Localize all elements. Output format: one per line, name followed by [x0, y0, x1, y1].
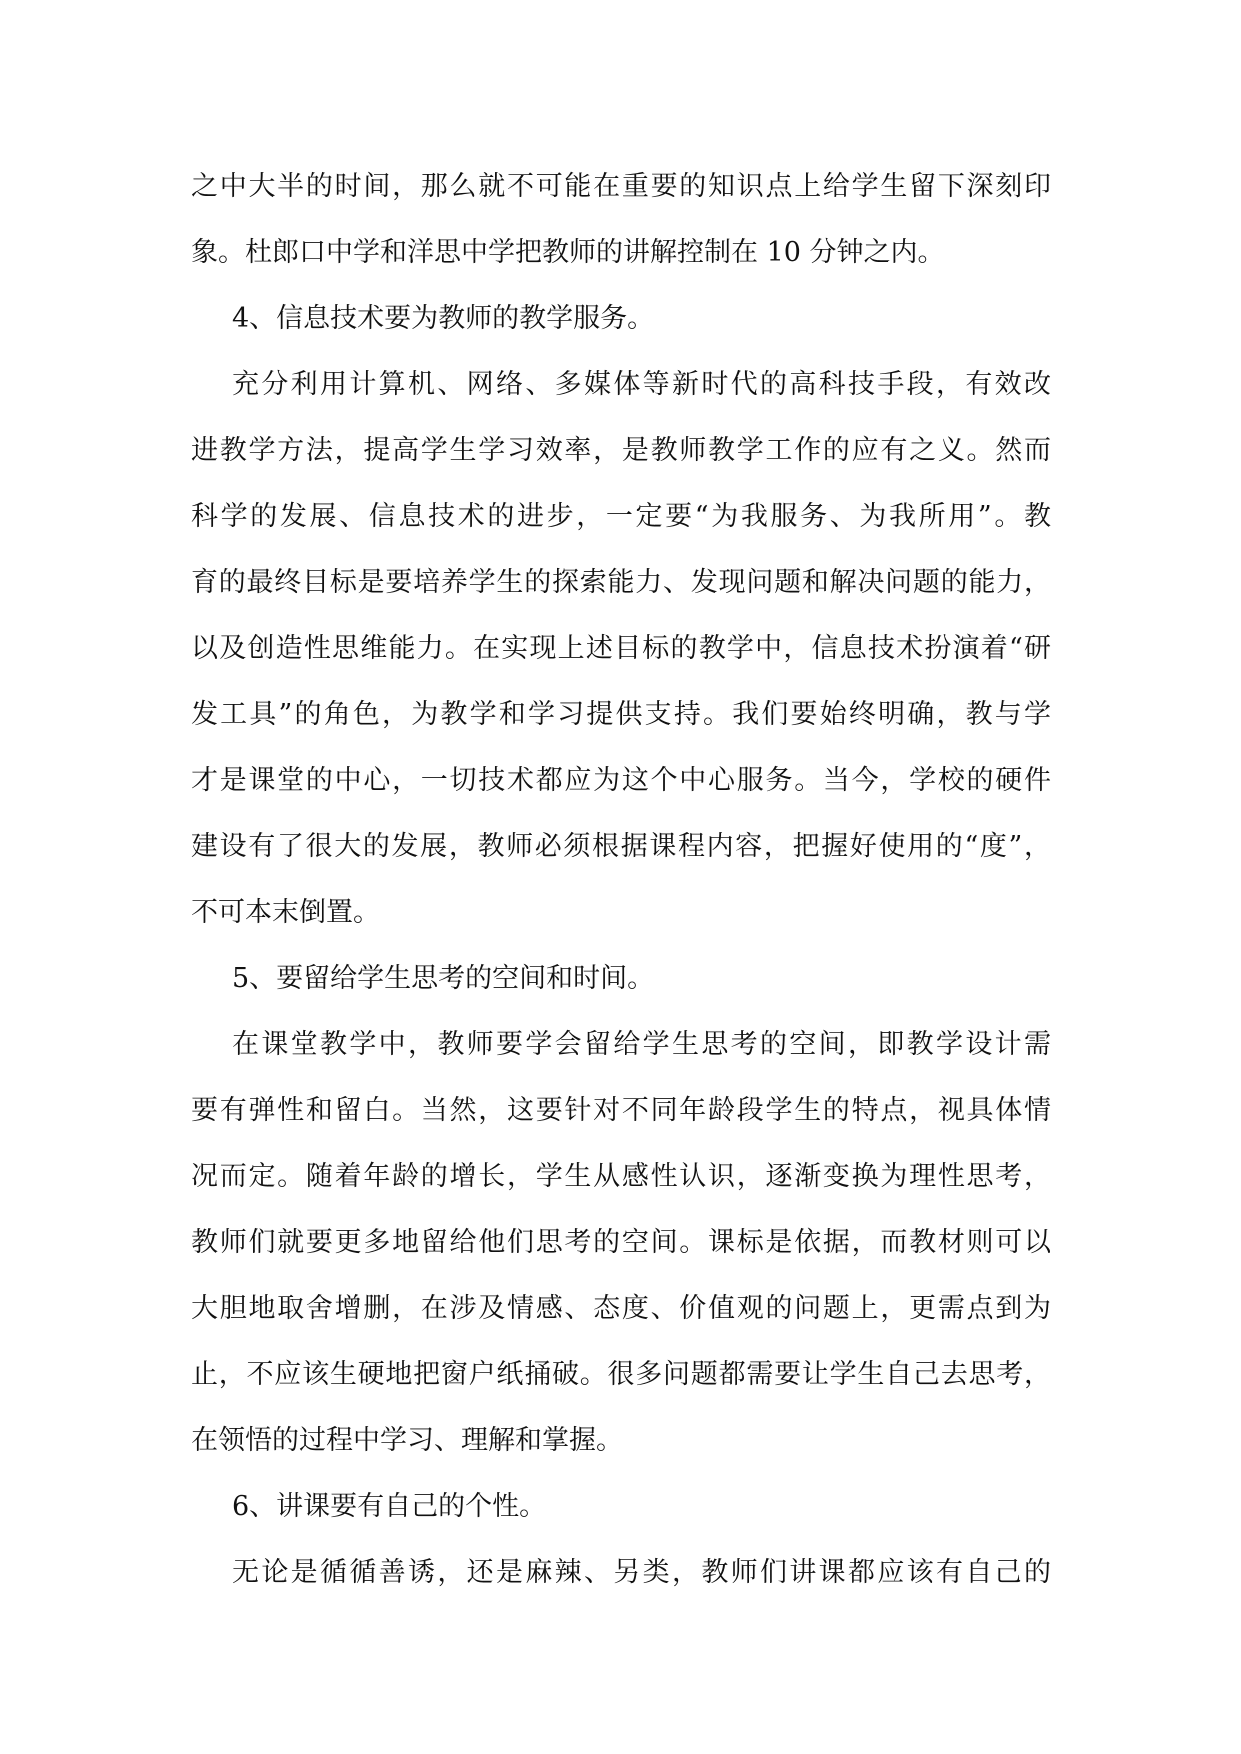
text-line: 象。杜郎口中学和洋思中学把教师的讲解控制在 10 分钟之内。 [191, 237, 945, 268]
text-line: 之中大半的时间，那么就不可能在重要的知识点上给学生留下深刻印 [191, 171, 1051, 202]
text-line: 教师们就要更多地留给他们思考的空间。课标是依据，而教材则可以 [191, 1227, 1051, 1258]
section-heading: 6、讲课要有自己的个性。 [232, 1491, 547, 1522]
text-line: 大胆地取舍增删，在涉及情感、态度、价值观的问题上，更需点到为 [191, 1293, 1051, 1324]
text-line: 在课堂教学中，教师要学会留给学生思考的空间，即教学设计需 [232, 1029, 1051, 1060]
text-line: 要有弹性和留白。当然，这要针对不同年龄段学生的特点，视具体情 [191, 1095, 1051, 1126]
text-line: 育的最终目标是要培养学生的探索能力、发现问题和解决问题的能力， [191, 567, 1051, 598]
text-line: 在领悟的过程中学习、理解和掌握。 [191, 1425, 623, 1456]
text-line: 进教学方法，提高学生学习效率，是教师教学工作的应有之义。然而 [191, 435, 1051, 466]
text-line: 无论是循循善诱，还是麻辣、另类，教师们讲课都应该有自己的 [232, 1557, 1051, 1588]
text-line: 充分利用计算机、网络、多媒体等新时代的高科技手段，有效改 [232, 369, 1051, 400]
text-line: 以及创造性思维能力。在实现上述目标的教学中，信息技术扮演着“研 [191, 633, 1051, 664]
section-heading: 4、信息技术要为教师的教学服务。 [232, 303, 655, 334]
text-line: 不可本末倒置。 [191, 897, 380, 928]
text-line: 科学的发展、信息技术的进步，一定要“为我服务、为我所用”。教 [191, 501, 1051, 532]
text-line: 发工具”的角色，为教学和学习提供支持。我们要始终明确，教与学 [191, 699, 1051, 730]
text-line: 止，不应该生硬地把窗户纸捅破。很多问题都需要让学生自己去思考， [191, 1359, 1051, 1390]
text-line: 才是课堂的中心，一切技术都应为这个中心服务。当今，学校的硬件 [191, 765, 1051, 796]
text-line: 建设有了很大的发展，教师必须根据课程内容，把握好使用的“度”， [191, 831, 1051, 862]
text-line: 况而定。随着年龄的增长，学生从感性认识，逐渐变换为理性思考， [191, 1161, 1051, 1192]
section-heading: 5、要留给学生思考的空间和时间。 [232, 963, 655, 994]
